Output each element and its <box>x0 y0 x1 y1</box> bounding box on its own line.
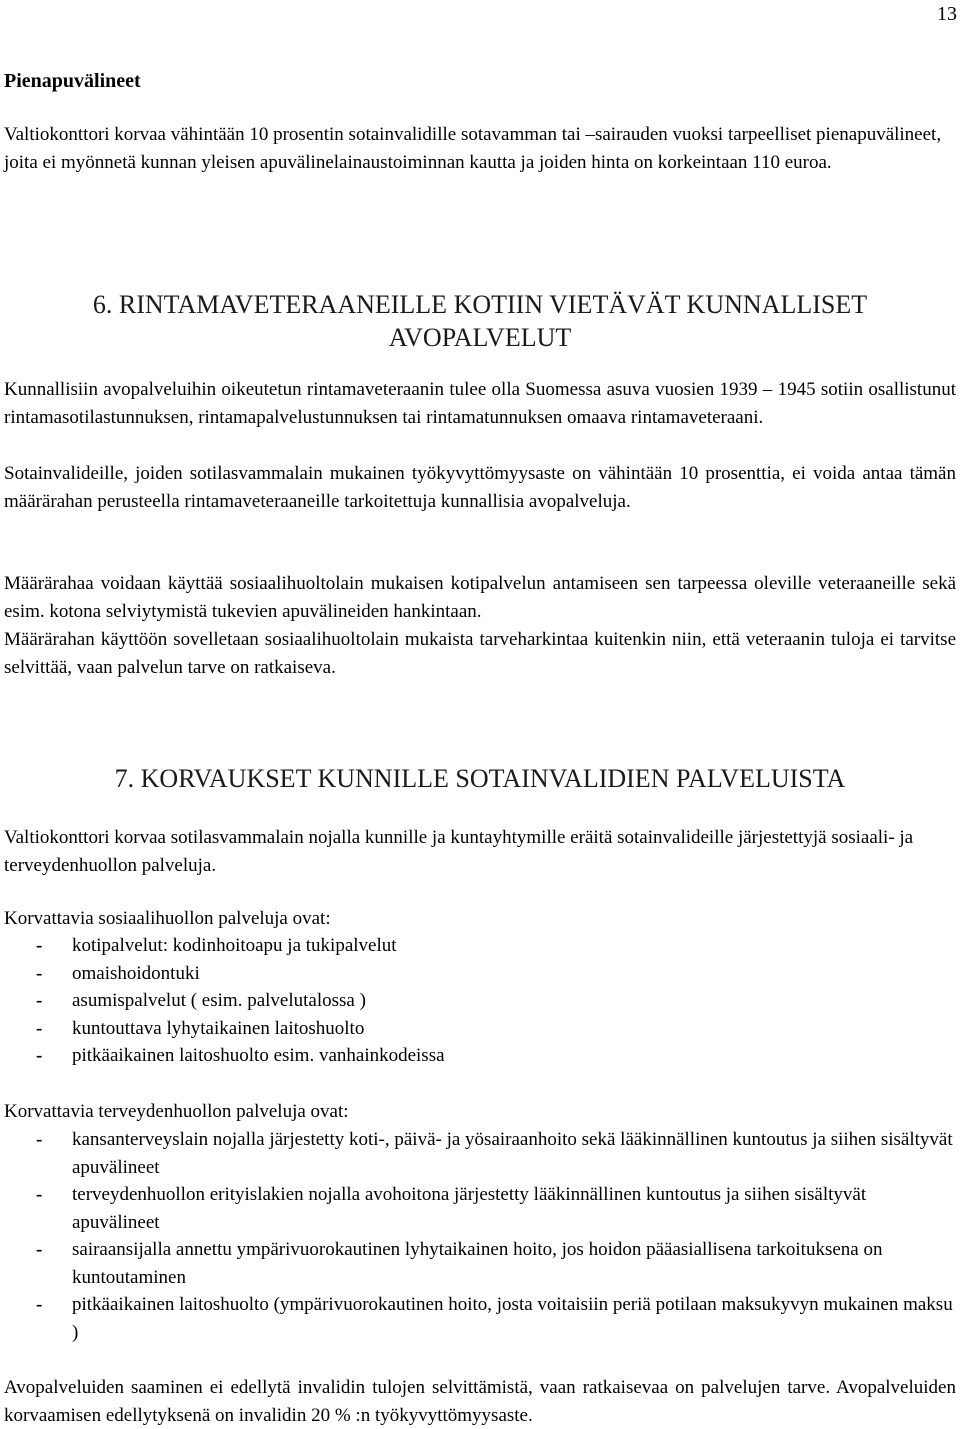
list-dash: - <box>36 962 43 984</box>
list-dash: - <box>36 1294 43 1315</box>
health-services-list <box>4 1126 956 1346</box>
chapter-6-heading <box>0 288 960 354</box>
list-dash: - <box>36 990 43 1011</box>
chapter-6-paragraph-3: Määrärahaa voidaan käyttää sosiaalihuoltolain mukaisen kotipalvelun antamiseen sen tarpeessa oleville veteraaneille sekä esim. kotona selviytymistä tukevien apuvälineiden hankintaan. <box>4 573 956 622</box>
health-services-heading: Korvattavia terveydenhuollon palveluja ovat: <box>4 1101 349 1122</box>
list-item-text: terveydenhuollon erityislakien nojalla avohoitona järjestetty lääkinnällinen kuntoutus ja siihen sisältyvät apuvälineet <box>72 1184 867 1233</box>
list-item <box>4 1181 956 1236</box>
list-item <box>4 1015 956 1043</box>
social-services-heading: Korvattavia sosiaalihuollon palveluja ovat: <box>4 908 331 929</box>
list-item <box>4 1291 956 1346</box>
list-item-text: omaishoidontuki <box>72 962 200 984</box>
list-item <box>4 1042 956 1070</box>
list-item-text: sairaansijalla annettu ympärivuorokautinen lyhytaikainen hoito, jos hoidon pääasiallisena tarkoituksena on kuntoutaminen <box>72 1239 883 1288</box>
list-item-text: pitkäaikainen laitoshuolto (ympärivuorokautinen hoito, josta voitaisiin periä potilaan maksukyvyn mukainen maksu ) <box>72 1294 953 1343</box>
chapter-6-paragraph-4: Määrärahan käyttöön sovelletaan sosiaalihuoltolain mukaista tarveharkintaa kuitenkin niin, että veteraanin tuloja ei tarvitse selvittää, vaan palvelun tarve on ratkaiseva. <box>4 629 956 678</box>
chapter-6-paragraph-1: Kunnallisiin avopalveluihin oikeutetun rintamaveteraanin tulee olla Suomessa asuva vuosien 1939 – 1945 sotiin osallistunut rintamasotilastunnuksen, rintamapalvelustunnuksen tai rintamatunnuksen omaava rintamaveteraani. <box>4 379 956 428</box>
list-item-text: pitkäaikainen laitoshuolto esim. vanhainkodeissa <box>72 1045 445 1066</box>
list-item-text: kansanterveyslain nojalla järjestetty koti-, päivä- ja yösairaanhoito sekä lääkinnällinen kuntoutus ja siihen sisältyvät apuvälineet <box>72 1129 953 1178</box>
list-dash: - <box>36 1129 43 1150</box>
paragraph-pienapuvalineet: Valtiokonttori korvaa vähintään 10 prosentin sotainvalidille sotavamman tai –sairauden vuoksi tarpeelliset pienapuvälineet, joita ei myönnetä kunnan yleisen apuvälinelainaustoiminnan kautta ja joiden hinta on korkeintaan 110 euroa. <box>4 124 942 173</box>
list-dash: - <box>36 1239 43 1260</box>
list-dash: - <box>36 1184 43 1205</box>
list-dash: - <box>36 935 43 956</box>
list-item <box>4 1126 956 1181</box>
chapter-7-intro: Valtiokonttori korvaa sotilasvammalain nojalla kunnille ja kuntayhtymille eräitä sotainvalideille järjestettyjä sosiaali- ja terveydenhuollon palveluja. <box>4 827 914 876</box>
list-item <box>4 987 956 1015</box>
list-dash: - <box>36 1045 43 1066</box>
chapter-6-paragraph-2: Sotainvalideille, joiden sotilasvammalain mukainen työkyvyttömyysaste on vähintään 10 prosenttia, ei voida antaa tämän määrärahan perusteella rintamaveteraaneille tarkoitettuja kunnallisia avopalveluja. <box>4 463 956 512</box>
list-item-text: asumispalvelut ( esim. palvelutalossa ) <box>72 990 366 1011</box>
list-item-text: kotipalvelut: kodinhoitoapu ja tukipalvelut <box>72 935 397 956</box>
chapter-6-heading-line1: 6. RINTAMAVETERAANEILLE KOTIIN VIETÄVÄT KUNNALLISET <box>92 290 868 319</box>
list-item-text: kuntouttava lyhytaikainen laitoshuolto <box>72 1017 365 1039</box>
list-item <box>4 932 956 960</box>
closing-paragraph: Avopalveluiden saaminen ei edellytä invalidin tulojen selvittämistä, vaan ratkaisevaa on palvelujen tarve. Avopalveluiden korvaamisen edellytyksenä on invalidin 20 % :n työkyvyttömyysaste. <box>4 1377 956 1426</box>
list-item <box>4 960 956 988</box>
chapter-7-heading: 7. KORVAUKSET KUNNILLE SOTAINVALIDIEN PALVELUISTA <box>114 764 846 793</box>
list-item <box>4 1236 956 1291</box>
social-services-list <box>4 932 956 1070</box>
page-number: 13 <box>937 3 957 25</box>
chapter-6-heading-line2: AVOPALVELUT <box>388 323 572 352</box>
section-heading-pienapuvalineet: Pienapuvälineet <box>4 70 141 92</box>
list-dash: - <box>36 1017 43 1039</box>
